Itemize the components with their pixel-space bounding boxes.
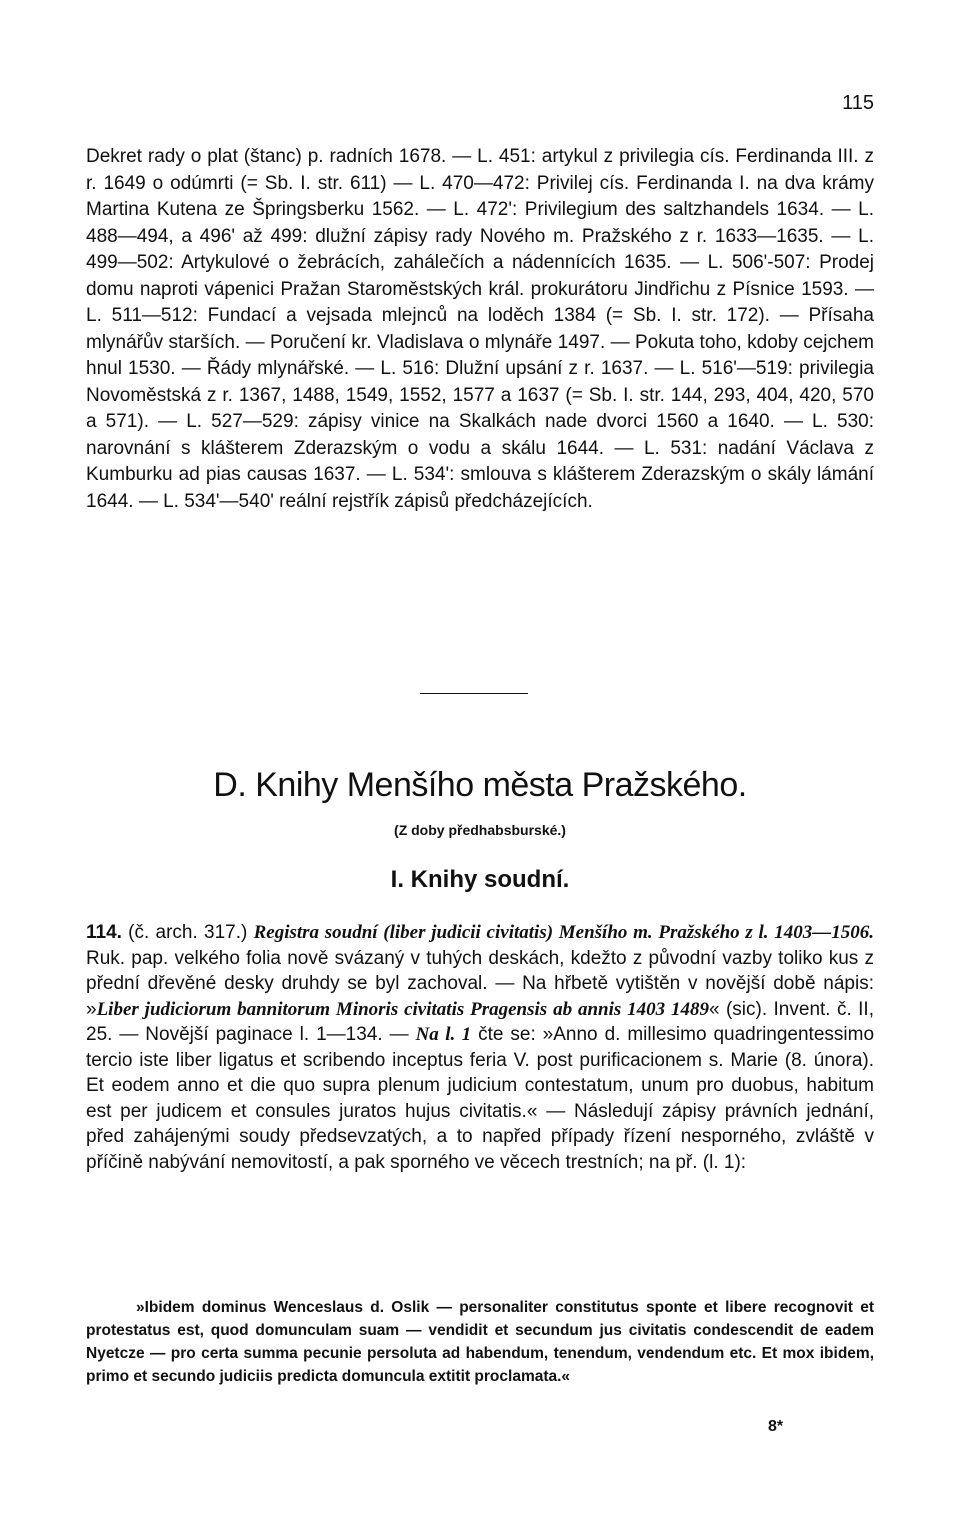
latin-quotation xyxy=(86,1296,874,1388)
continued-paragraph xyxy=(86,144,874,515)
entry-title: Registra soudní (liber judicii civitatis) Menšího m. Pražského z l. 1403—1506. xyxy=(253,922,874,943)
latin-quotation-text: »Ibidem dominus Wenceslaus d. Oslik — personaliter constitutus sponte et libere recognovit et protestatus est, quod domunculam suam — vendidit et secundum jus civitatis condescendit de eadem Nyetcze — pro certa summa pecunie persoluta ad habendum, tenendum, vendendum etc. Et mox ibidem, primo et secundo judiciis predicta domuncula extitit proclamata.« xyxy=(86,1299,874,1385)
section-subheading: (Z doby předhabsburské.) xyxy=(394,822,566,838)
continued-paragraph-text: Dekret rady o plat (štanc) p. radních 1678. — L. 451: artykul z privilegia cís. Ferdinanda III. z r. 1649 o odúmrti (= Sb. I. str. 611) — L. 470—472: Privilej cís. Ferdinanda I. na dva krámy Martina Kutena ze Špringsberku 1562. — L. 472': Privilegium des saltzhandels 1634. — L. 488—494, a 496' až 499: dlužní zápisy rady Nového m. Pražského z r. 1633—1635. — L. 499—502: Artykulové o žebrácích, zahálečích a nádennících 1635. — L. 506'-507: Prodej domu naproti vápenici Pražan Staroměstských král. prokurátoru Jindřichu z Písnice 1593. — L. 511—512: Fundací a vejsada mlejnců na loděch 1384 (= Sb. I. str. 172). — Přísaha mlynářův starších. — Poručení kr. Vladislava o mlynáře 1497. — Pokuta toho, kdoby cejchem hnul 1530. — Řády mlynářské. — L. 516: Dlužní upsání z r. 1637. — L. 516'—519: privilegia Novoměstská z r. 1367, 1488, 1549, 1552, 1577 a 1637 (= Sb. I. str. 144, 293, 404, 420, 570 a 571). — L. 527—529: zápisy vinice na Skalkách nade dvorci 1560 a 1640. — L. 530: narovnání s klášterem Zderazským o vodu a skálu 1644. — L. 531: nadání Václava z Kumburku ad pias causas 1637. — L. 534': smlouva s klášterem Zderazským o skály lámání 1644. — L. 534'—540' reální rejstřík zápisů předcházejících. xyxy=(86,146,874,512)
section-divider xyxy=(420,693,528,694)
entry-description: Ruk. pap. velkého folia nově svázaný v tuhých deskách, kdežto z původní vazby toliko kus z přední dřevěné desky druhdy se byl zachoval. — Na hřbetě vytištěn v novější době nápis: » xyxy=(86,947,874,1020)
catalog-entry-text xyxy=(86,920,874,1175)
entry-archive-ref: (č. arch. 317.) xyxy=(121,922,254,943)
entry-body: čte se: »Anno d. millesimo quadringentessimo tercio iste liber ligatus et scribendo inceptus feria V. post purificacionem s. Marie (8. února). Et eodem anno et die quo supra plenum judicium contestatum, unum pro duobus, habitum est per judicem et consules juratos hujus civitatis.« — Následují zápisy právních jednání, před zahájenými soudy předsevzatých, a to napřed případy řízení nesporného, zvláště v příčině nabývání nemovitostí, a pak sporného ve věcech trestních; na př. (l. 1): xyxy=(86,1024,875,1173)
section-heading: D. Knihy Menšího města Pražského. xyxy=(213,766,747,804)
printer-signature: 8* xyxy=(768,1418,784,1435)
entry-spine-inscription: Liber judiciorum bannitorum Minoris civitatis Pragensis ab annis 1403 1489 xyxy=(96,998,709,1020)
page-number: 115 xyxy=(842,92,874,114)
entry-inventory: « (sic). Invent. č. II, 25. — Novější paginace l. 1—134. — xyxy=(86,998,874,1045)
catalog-entry xyxy=(86,920,874,1175)
entry-number: 114. xyxy=(86,922,122,943)
entry-folio-ref: Na l. 1 xyxy=(415,1024,472,1045)
chapter-heading: I. Knihy soudní. xyxy=(390,866,570,893)
